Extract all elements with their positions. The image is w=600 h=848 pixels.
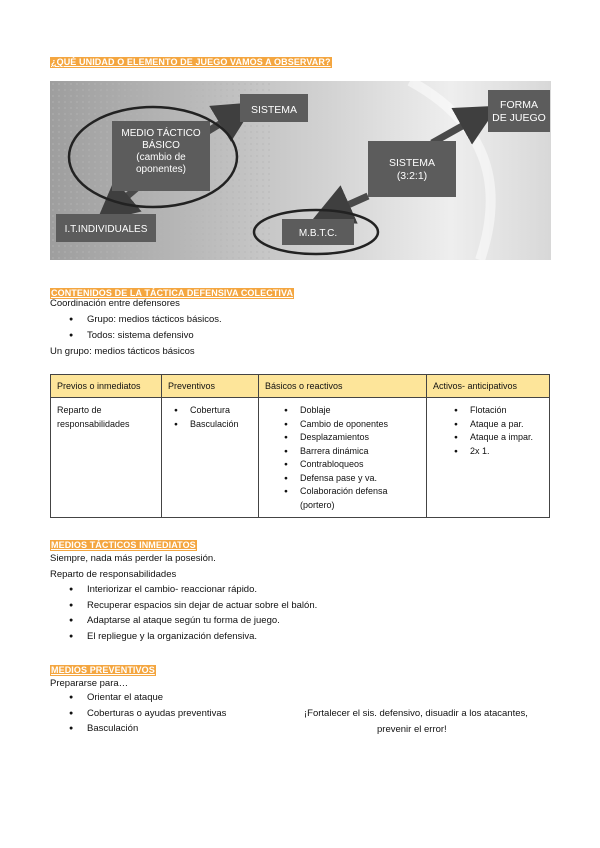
list-item: ● Todos: sistema defensivo [87, 328, 222, 344]
inmediatos-line1: Siempre, nada más perder la posesión. [50, 553, 216, 564]
box-forma-juego [488, 90, 550, 132]
table-cell-activos [427, 398, 550, 518]
list-item: ● Cobertura [190, 404, 252, 418]
table-header: Preventivos [162, 375, 259, 398]
list-item: ● Contrabloqueos [300, 458, 420, 472]
table-header: Básicos o reactivos [259, 375, 427, 398]
preventivos-intro: Prepararse para… [50, 678, 129, 689]
list-item: ● Grupo: medios tácticos básicos. [87, 312, 222, 328]
tactics-diagram [50, 81, 551, 260]
list-item: ● Doblaje [300, 404, 420, 418]
tactics-table [50, 374, 550, 518]
label-forma-juego: FORMA DE JUEGO [492, 99, 546, 124]
list-item: ● Desplazamientos [300, 431, 420, 445]
preventivos-list [87, 690, 226, 737]
section-heading-observe: ¿QUÉ UNIDAD O ELEMENTO DE JUEGO VAMOS A OBSERVAR? [51, 57, 331, 67]
table-cell-previos: Reparto de responsabilidades [51, 398, 162, 518]
label-mbtc: M.B.T.C. [298, 228, 338, 239]
label-sistema-right: SISTEMA (3:2:1) [388, 157, 436, 182]
preventivos-note-line1: ¡Fortalecer el sis. defensivo, disuadir a los atacantes, [304, 708, 528, 719]
box-sistema-right [368, 141, 456, 197]
list-item: ● Recuperar espacios sin dejar de actuar sobre el balón. [87, 598, 317, 614]
label-sistema-top: SISTEMA [250, 104, 298, 116]
inmediatos-line2: Reparto de responsabilidades [50, 569, 177, 580]
list-item: ● Ataque a par. [470, 418, 543, 432]
list-item: ● Basculación [190, 418, 252, 432]
section-heading-preventivos: MEDIOS PREVENTIVOS [51, 665, 155, 675]
table-header: Activos- anticipativos [427, 375, 550, 398]
contenidos-intro: Coordinación entre defensores [50, 298, 180, 309]
section-heading-contenidos: CONTENIDOS DE LA TÁCTICA DEFENSIVA COLECTIVA [51, 288, 294, 298]
list-item: ● Cambio de oponentes [300, 418, 420, 432]
list-item: ● Interiorizar el cambio- reaccionar rápido. [87, 582, 317, 598]
table-cell-preventivos [162, 398, 259, 518]
list-item: ● El repliegue y la organización defensiva. [87, 629, 317, 645]
list-item: ● Basculación [87, 721, 226, 737]
section-heading-inmediatos: MEDIOS TÁCTICOS INMEDIATOS [51, 540, 196, 550]
list-item: ● Defensa pase y va. [300, 472, 420, 486]
list-item: ● Barrera dinámica [300, 445, 420, 459]
list-item: ● 2x 1. [470, 445, 543, 459]
label-medio-tactico: MEDIO TÁCTICO BÁSICO (cambio de oponentes) [121, 128, 201, 175]
list-item: ● Orientar el ataque [87, 690, 226, 706]
list-item: ● Coberturas o ayudas preventivas [87, 706, 226, 722]
contenidos-outro: Un grupo: medios tácticos básicos [50, 346, 195, 357]
label-it-individuales: I.T.INDIVIDUALES [64, 224, 148, 235]
list-item: ● Ataque a impar. [470, 431, 543, 445]
list-item: ● Flotación [470, 404, 543, 418]
inmediatos-list [87, 582, 317, 644]
list-item: ● Adaptarse al ataque según tu forma de juego. [87, 613, 317, 629]
contenidos-list [87, 312, 222, 343]
diagram-svg [50, 81, 551, 260]
table-header: Previos o inmediatos [51, 375, 162, 398]
list-item: ● Colaboración defensa (portero) [300, 485, 420, 512]
table-cell-basicos [259, 398, 427, 518]
preventivos-note-line2: prevenir el error! [377, 724, 447, 735]
